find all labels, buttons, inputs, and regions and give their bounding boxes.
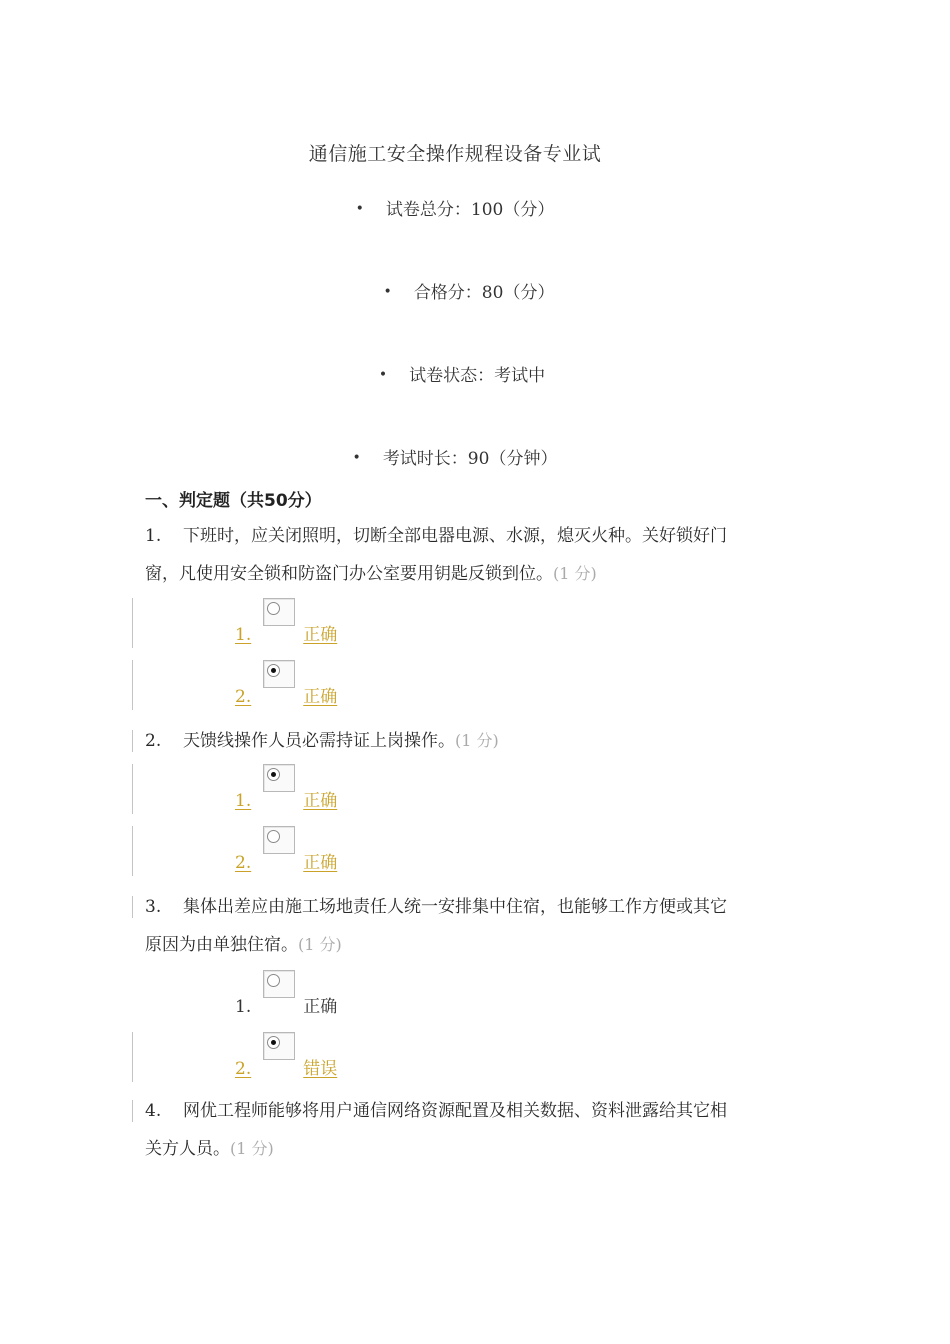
meta-pass-score	[14, 278, 924, 303]
option-label: 正确	[303, 687, 338, 707]
option-divider	[132, 598, 133, 648]
radio-checked-icon	[267, 1036, 280, 1049]
question-text: 关方人员。	[145, 1139, 230, 1159]
option-number: 2.	[235, 687, 252, 707]
question-3	[145, 888, 800, 964]
option-number: 1.	[235, 625, 252, 645]
meta-text: 试卷总分：100（分）	[385, 200, 555, 220]
option-divider	[132, 826, 133, 876]
radio-circle-icon	[267, 974, 280, 987]
option-label: 正确	[303, 625, 338, 645]
bullet-icon: •	[355, 201, 364, 217]
question-2	[145, 722, 800, 760]
question-divider	[132, 1100, 133, 1122]
question-text: 窗，凡使用安全锁和防盗门办公室要用钥匙反锁到位。	[145, 564, 553, 584]
exam-title: 通信施工安全操作规程设备专业试	[308, 143, 602, 165]
question-number: 4.	[145, 1101, 162, 1121]
question-text: 下班时，应关闭照明，切断全部电器电源、水源，熄灭火种。关好锁好门	[183, 526, 727, 546]
question-text: 天馈线操作人员必需持证上岗操作。	[183, 731, 455, 751]
question-number: 1.	[145, 526, 162, 546]
meta-total-score	[0, 195, 910, 220]
option-number: 2.	[235, 1059, 252, 1079]
question-text: 网优工程师能够将用户通信网络资源配置及相关数据、资料泄露给其它相	[183, 1101, 727, 1121]
question-divider	[132, 730, 133, 752]
question-points: (1 分)	[553, 564, 597, 583]
option-link[interactable]	[235, 848, 337, 873]
option-label: 错误	[303, 1059, 338, 1079]
option-label: 正确	[303, 997, 338, 1017]
option-divider	[132, 1032, 133, 1082]
question-number: 3.	[145, 897, 162, 917]
question-points: (1 分)	[455, 731, 499, 750]
option-label: 正确	[303, 853, 338, 873]
question-4	[145, 1092, 800, 1168]
meta-text: 考试时长：90（分钟）	[382, 449, 558, 469]
bullet-icon: •	[352, 450, 361, 466]
radio-checked-icon	[267, 664, 280, 677]
question-text: 原因为由单独住宿。	[145, 935, 298, 955]
option-label: 正确	[303, 791, 338, 811]
bullet-icon: •	[383, 284, 392, 300]
radio-circle-icon	[267, 602, 280, 615]
option-link[interactable]	[235, 786, 337, 811]
option-number: 1.	[235, 997, 252, 1017]
option-number: 2.	[235, 853, 252, 873]
meta-text: 试卷状态：考试中	[409, 366, 546, 386]
question-1	[145, 517, 800, 593]
bullet-icon: •	[378, 367, 388, 383]
meta-status	[7, 361, 917, 386]
option-item[interactable]	[235, 992, 337, 1017]
question-text: 集体出差应由施工场地责任人统一安排集中住宿，也能够工作方便或其它	[183, 897, 727, 917]
section-title: 一、判定题（共50分）	[145, 491, 322, 511]
option-divider	[132, 660, 133, 710]
option-divider	[132, 764, 133, 814]
radio-circle-icon	[267, 830, 280, 843]
option-number: 1.	[235, 791, 252, 811]
question-points: (1 分)	[298, 935, 342, 954]
meta-duration	[0, 444, 910, 469]
meta-text: 合格分：80（分）	[413, 283, 555, 303]
option-link[interactable]	[235, 1054, 337, 1079]
option-link[interactable]	[235, 620, 337, 645]
question-divider	[132, 896, 133, 918]
question-number: 2.	[145, 731, 162, 751]
radio-checked-icon	[267, 768, 280, 781]
question-points: (1 分)	[230, 1139, 274, 1158]
option-link[interactable]	[235, 682, 337, 707]
